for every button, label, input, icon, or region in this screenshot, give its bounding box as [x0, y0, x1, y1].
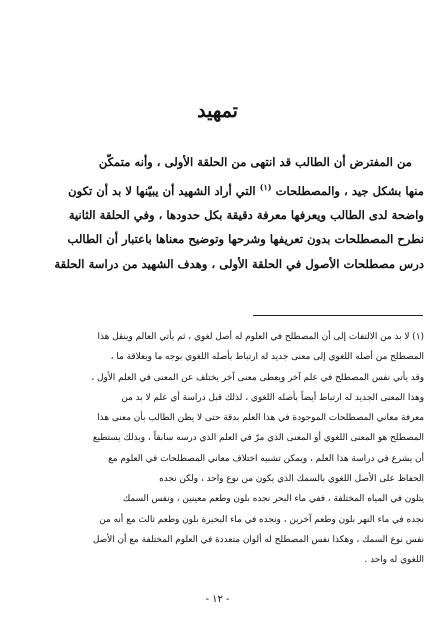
footnote-line: اللغوي له واحد . [364, 555, 424, 566]
footnote-text: لا بد من الالتفات إلى أن المصطلح في العلوم له أصل لغوي ، ثم يأتي العالم وينقل هذا [97, 332, 410, 342]
footnote-marker: (١) [412, 332, 424, 342]
footnote-line: نفس نوع السمك ، وهكذا نفس المصطلح له ألوان متعددة في العلوم المختلفة مع أن الأصل [92, 534, 424, 545]
footnote-line: أن يشرع في دراسة هذا العلم ، ويمكن تشبيه اختلاف معاني المصطلحات في العلوم مع [108, 453, 424, 464]
main-text [42, 150, 424, 276]
footnotes [42, 327, 424, 571]
footnote-divider [253, 315, 423, 316]
body-line [42, 175, 424, 203]
footnote-line: نجده في ماء النهر بلون وطعم آخرين ، ونجده في ماء البحيرة بلون وطعم ثالث مع أنه من [99, 514, 424, 525]
footnote-line: يتلون في المياه المختلفة ، ففي ماء البحر نجده بلون وطعم معينين ، ونفس السمك [122, 494, 424, 505]
body-line: من المفترض أن الطالب قد انتهى من الحلقة الأولى ، وأنه متمكّن [98, 155, 412, 169]
footnote-line: المصطلح هو المعنى اللغوي أو المعنى الذي مرّ في العلم الذي درسه سابقاً ، وبذلك يستطيع [92, 433, 424, 444]
body-line-part: منها بشكل جيد ، والمصطلحات [275, 183, 424, 198]
body-line: نطرح المصطلحات بدون تعريفها وشرحها وتوضيح معناها باعتبار أن الطالب [67, 232, 424, 247]
page-title: تمهيد [197, 100, 238, 122]
footnote-line [42, 327, 424, 347]
footnote-line: الحفاظ على الأصل اللغوي بالسمك الذي يكون من نوع واحد ، ولكن نجده [159, 474, 424, 485]
body-line-part: التي أراد الشهيد أن يبيّنها لا بد أن تكون [68, 183, 256, 198]
footnote-line: وهذا المعنى الجديد له ارتباط أيضاً بأصله اللغوي ، لذلك قبل دراسة أي علم لا بد من [121, 392, 424, 403]
page-number: - ١٢ - [205, 594, 230, 605]
footnote-line: وقد يأتي نفس المصطلح في علم آخر ويعطى معنى آخر يختلف عن المعنى في العلم الأول ، [91, 372, 424, 383]
footnote-line: المصطلح من أصله اللغوي إلى معنى جديد له ارتباط بأصله اللغوي بوجه ما وبعلاقة ما ، [110, 352, 424, 363]
body-line: درس مصطلحات الأصول في الحلقة الأولى ، وهدف الشهيد من دراسة الحلقة [54, 256, 424, 271]
footnote-reference[interactable]: (١) [259, 181, 272, 192]
footnote-line: معرفة معاني المصطلحات الموجودة في هذا العلم بدقة حتى لا يظن الطالب بأن معنى هذا [97, 413, 424, 424]
body-line: واضحة لدى الطالب ويعرفها معرفة دقيقة بكل حدودها ، وفي الحلقة الثانية [68, 207, 424, 222]
